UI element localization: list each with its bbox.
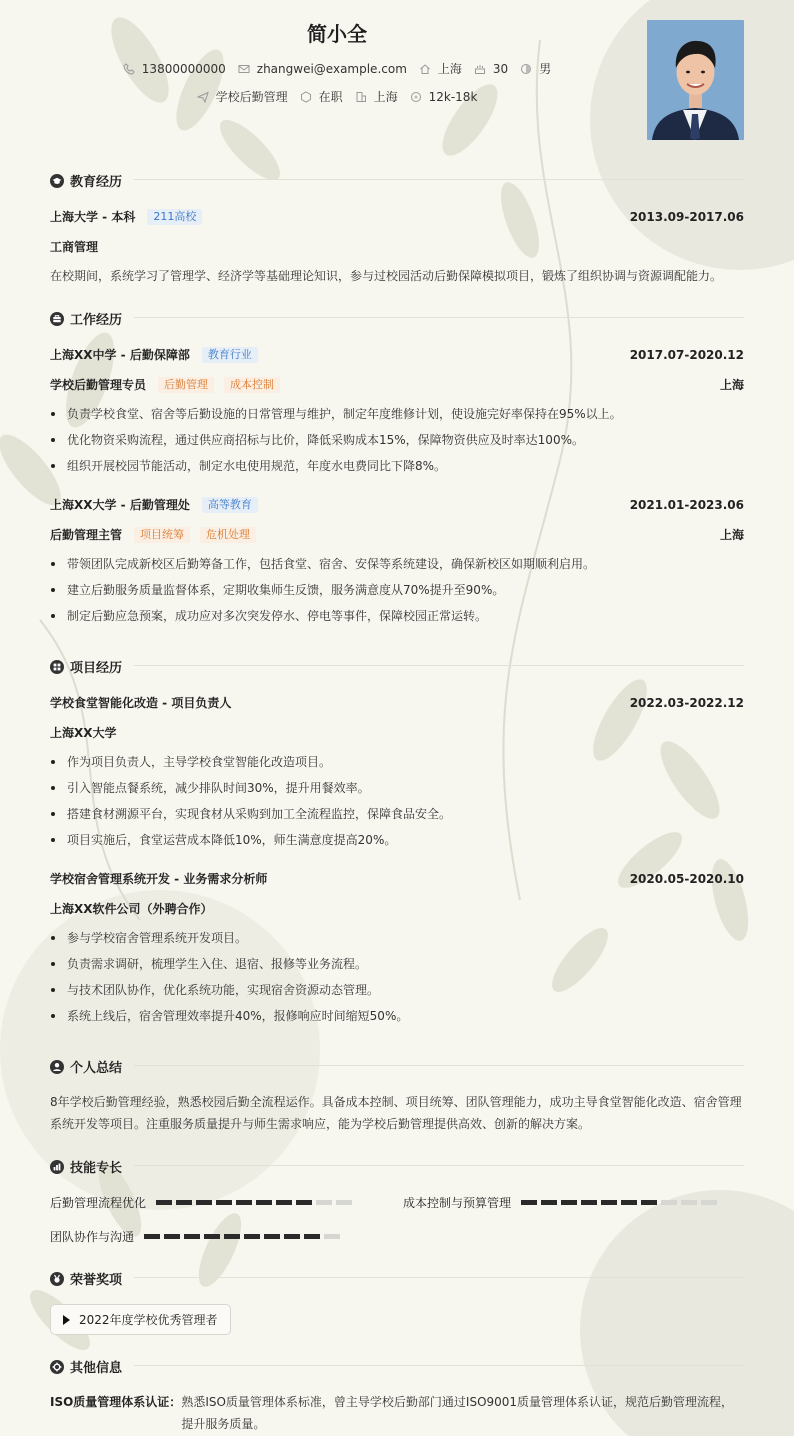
skill-name: 团队协作与沟通 xyxy=(50,1230,135,1244)
coin-icon xyxy=(410,91,422,103)
age-text: 30 xyxy=(492,61,509,76)
skill-level-segment-filled xyxy=(641,1200,657,1205)
list-item: 带领团队完成新校区后勤筹备工作，包括食堂、宿舍、安保等系统建设，确保新校区如期顺利启用。 xyxy=(50,551,744,577)
project-2-org: 上海XX软件公司（外聘合作） xyxy=(50,902,213,916)
skill-level-segment-filled xyxy=(236,1200,252,1205)
email-text: zhangwei@example.com xyxy=(256,61,407,76)
awards-divider xyxy=(134,1277,744,1278)
phone-item xyxy=(123,62,226,76)
skill-level-segment-filled xyxy=(196,1200,212,1205)
list-item: 项目实施后，食堂运营成本降低10%，师生满意度提高20%。 xyxy=(50,827,744,853)
major-name: 工商管理 xyxy=(50,240,99,254)
projects-title-text: 项目经历 xyxy=(70,661,123,676)
skill-level-segment-empty xyxy=(681,1200,697,1205)
project-2-bullets xyxy=(50,925,744,1029)
play-triangle-icon xyxy=(63,1315,70,1325)
skill-level-segment-filled xyxy=(601,1200,617,1205)
skill-level-segment-filled xyxy=(296,1200,312,1205)
home-icon xyxy=(419,63,431,75)
intent-row xyxy=(0,88,674,105)
gender-text: 男 xyxy=(539,62,552,76)
skill-level-segment-filled xyxy=(581,1200,597,1205)
project-1-period: 2022.03-2022.12 xyxy=(629,695,744,710)
gender-icon xyxy=(520,63,532,75)
summary-divider xyxy=(134,1065,744,1066)
award-item xyxy=(50,1304,231,1335)
education-row xyxy=(50,208,744,225)
skill-level-segment-empty xyxy=(336,1200,352,1205)
skill-level-segment-filled xyxy=(144,1234,160,1239)
project-1-bullets xyxy=(50,749,744,853)
skill-level-segment-empty xyxy=(324,1234,340,1239)
location-text: 上海 xyxy=(437,62,462,76)
work-1-industry-tag: 教育行业 xyxy=(202,347,258,363)
skill-level-segment-filled xyxy=(184,1234,200,1239)
skill-name: 成本控制与预算管理 xyxy=(403,1196,512,1210)
school-tag: 211高校 xyxy=(147,209,202,225)
skill-level-bar xyxy=(521,1200,721,1205)
summary-section-title xyxy=(50,1057,122,1076)
gender-item xyxy=(520,60,551,77)
list-item: 组织开展校园节能活动，制定水电使用规范，年度水电费同比下降8%。 xyxy=(50,453,744,479)
work-1-skill-tag: 成本控制 xyxy=(224,377,280,393)
cake-icon xyxy=(474,63,486,75)
target-city-item xyxy=(355,88,398,105)
medal-icon xyxy=(50,1272,64,1286)
work-1-title-row xyxy=(50,376,744,393)
summary-title-text: 个人总结 xyxy=(70,1061,123,1076)
list-item: 作为项目负责人，主导学校食堂智能化改造项目。 xyxy=(50,749,744,775)
skill-level-segment-filled xyxy=(304,1234,320,1239)
settings-icon xyxy=(50,1360,64,1374)
skill-level-segment-filled xyxy=(204,1234,220,1239)
skill-level-segment-filled xyxy=(216,1200,232,1205)
list-item: 优化物资采购流程，通过供应商招标与比价，降低采购成本15%，保障物资供应及时率达100%。 xyxy=(50,427,744,453)
skill-level-segment-filled xyxy=(284,1234,300,1239)
work-2-bullets xyxy=(50,551,744,629)
skill-level-segment-filled xyxy=(561,1200,577,1205)
work-2-city: 上海 xyxy=(719,528,744,542)
awards-section-title xyxy=(50,1269,122,1288)
send-icon xyxy=(197,91,209,103)
other-info-value: 熟悉ISO质量管理体系标准，曾主导学校后勤部门通过ISO9001质量管理体系认证，规范后勤管理流程，提升服务质量。 xyxy=(181,1395,734,1431)
education-divider xyxy=(134,179,744,180)
education-description: 在校期间，系统学习了管理学、经济学等基础理论知识，参与过校园活动后勤保障模拟项目，锻炼了组织协调与资源调配能力。 xyxy=(50,269,723,283)
project-2-name: 学校宿舍管理系统开发 - 业务需求分析师 xyxy=(50,872,268,886)
work-1-company-row xyxy=(50,346,744,363)
skill-level-segment-filled xyxy=(244,1234,260,1239)
list-item: 与技术团队协作，优化系统功能，实现宿舍资源动态管理。 xyxy=(50,977,744,1003)
project-1-row xyxy=(50,694,744,711)
work-2-company: 上海XX大学 - 后勤管理处 xyxy=(50,498,190,512)
work-1-title: 学校后勤管理专员 xyxy=(50,378,147,392)
skill-item xyxy=(50,1228,344,1245)
other-info-label: ISO质量管理体系认证： xyxy=(50,1395,182,1409)
graduation-cap-icon xyxy=(50,174,64,188)
salary-text: 12k-18k xyxy=(428,89,478,104)
project-1-org-row xyxy=(50,724,744,741)
list-item: 制定后勤应急预案，成功应对多次突发停水、停电等事件，保障校园正常运转。 xyxy=(50,603,744,629)
work-1-period: 2017.07-2020.12 xyxy=(629,347,744,362)
skills-title-text: 技能专长 xyxy=(70,1161,123,1176)
list-item: 搭建食材溯源平台，实现食材从采购到加工全流程监控，保障食品安全。 xyxy=(50,801,744,827)
work-2-title-row xyxy=(50,526,744,543)
work-2-skill-tag: 危机处理 xyxy=(200,527,256,543)
education-section-title xyxy=(50,171,122,190)
contact-row xyxy=(0,60,674,77)
list-item: 负责学校食堂、宿舍等后勤设施的日常管理与维护，制定年度维修计划，使设施完好率保持在95%以上。 xyxy=(50,401,744,427)
skill-level-segment-filled xyxy=(276,1200,292,1205)
skill-level-segment-filled xyxy=(224,1234,240,1239)
project-1-org: 上海XX大学 xyxy=(50,726,117,740)
salary-item xyxy=(410,90,478,104)
skill-item xyxy=(403,1194,721,1211)
location-item xyxy=(419,60,462,77)
skill-level-segment-filled xyxy=(176,1200,192,1205)
skill-level-segment-filled xyxy=(521,1200,537,1205)
school-name: 上海大学 - 本科 xyxy=(50,210,136,224)
project-2-row xyxy=(50,870,744,887)
building-icon xyxy=(355,91,367,103)
project-2-org-row xyxy=(50,900,744,917)
list-item: 负责需求调研，梳理学生入住、退宿、报修等业务流程。 xyxy=(50,951,744,977)
education-period: 2013.09-2017.06 xyxy=(629,209,744,224)
target-city-text: 上海 xyxy=(373,90,398,104)
skill-name: 后勤管理流程优化 xyxy=(50,1196,147,1210)
list-item: 参与学校宿舍管理系统开发项目。 xyxy=(50,925,744,951)
profile-photo xyxy=(647,20,744,140)
skill-level-segment-filled xyxy=(621,1200,637,1205)
hexagon-icon xyxy=(300,91,312,103)
list-item: 建立后勤服务质量监督体系，定期收集师生反馈，服务满意度从70%提升至90%。 xyxy=(50,577,744,603)
bar-chart-icon xyxy=(50,1160,64,1174)
candidate-name: 简小全 xyxy=(307,22,367,46)
other-title-text: 其他信息 xyxy=(70,1361,123,1376)
status-item xyxy=(300,88,343,105)
skill-level-segment-empty xyxy=(661,1200,677,1205)
work-2-company-row xyxy=(50,496,744,513)
skill-level-segment-filled xyxy=(264,1234,280,1239)
projects-divider xyxy=(134,665,744,666)
major-row xyxy=(50,238,744,255)
skills-section-title xyxy=(50,1157,122,1176)
other-info-item xyxy=(50,1391,744,1435)
skill-level-bar xyxy=(144,1234,344,1239)
list-item: 引入智能点餐系统，减少排队时间30%，提升用餐效率。 xyxy=(50,775,744,801)
work-2-skill-tag: 项目统筹 xyxy=(134,527,190,543)
other-section-title xyxy=(50,1357,122,1376)
skill-level-segment-empty xyxy=(701,1200,717,1205)
education-title-text: 教育经历 xyxy=(70,175,123,190)
skill-item xyxy=(50,1194,356,1211)
work-divider xyxy=(134,317,744,318)
project-1-name: 学校食堂智能化改造 - 项目负责人 xyxy=(50,696,232,710)
work-2-period: 2021.01-2023.06 xyxy=(629,497,744,512)
phone-icon xyxy=(123,63,135,75)
skill-level-segment-filled xyxy=(164,1234,180,1239)
awards-title-text: 荣誉奖项 xyxy=(70,1273,123,1288)
skill-level-segment-empty xyxy=(316,1200,332,1205)
work-1-company: 上海XX中学 - 后勤保障部 xyxy=(50,348,190,362)
target-job-text: 学校后勤管理 xyxy=(215,90,288,104)
skills-divider xyxy=(134,1165,744,1166)
work-title-text: 工作经历 xyxy=(70,313,123,328)
work-section-title xyxy=(50,309,122,328)
other-divider xyxy=(134,1365,744,1366)
work-1-skill-tag: 后勤管理 xyxy=(158,377,214,393)
project-2-period: 2020.05-2020.10 xyxy=(629,871,744,886)
age-item xyxy=(474,62,508,76)
work-2-title: 后勤管理主管 xyxy=(50,528,123,542)
mail-icon xyxy=(238,63,250,75)
target-job-item xyxy=(197,88,288,105)
skill-level-segment-filled xyxy=(256,1200,272,1205)
list-item: 系统上线后，宿舍管理效率提升40%，报修响应时间缩短50%。 xyxy=(50,1003,744,1029)
skill-level-segment-filled xyxy=(541,1200,557,1205)
skill-level-segment-filled xyxy=(156,1200,172,1205)
briefcase-icon xyxy=(50,312,64,326)
grid-icon xyxy=(50,660,64,674)
status-text: 在职 xyxy=(318,90,343,104)
work-2-industry-tag: 高等教育 xyxy=(202,497,258,513)
email-item xyxy=(238,62,407,76)
phone-text: 13800000000 xyxy=(141,61,226,76)
projects-section-title xyxy=(50,657,122,676)
work-1-bullets xyxy=(50,401,744,479)
award-text: 2022年度学校优秀管理者 xyxy=(79,1313,218,1327)
skill-level-bar xyxy=(156,1200,356,1205)
work-1-city: 上海 xyxy=(719,378,744,392)
user-icon xyxy=(50,1060,64,1074)
summary-text: 8年学校后勤管理经验，熟悉校园后勤全流程运作。具备成本控制、项目统筹、团队管理能力，成功主导食堂智能化改造、宿舍管理系统开发等项目。注重服务质量提升与师生需求响应，能为学校后勤管理提供高效、创新的解决方案。 xyxy=(50,1095,742,1131)
